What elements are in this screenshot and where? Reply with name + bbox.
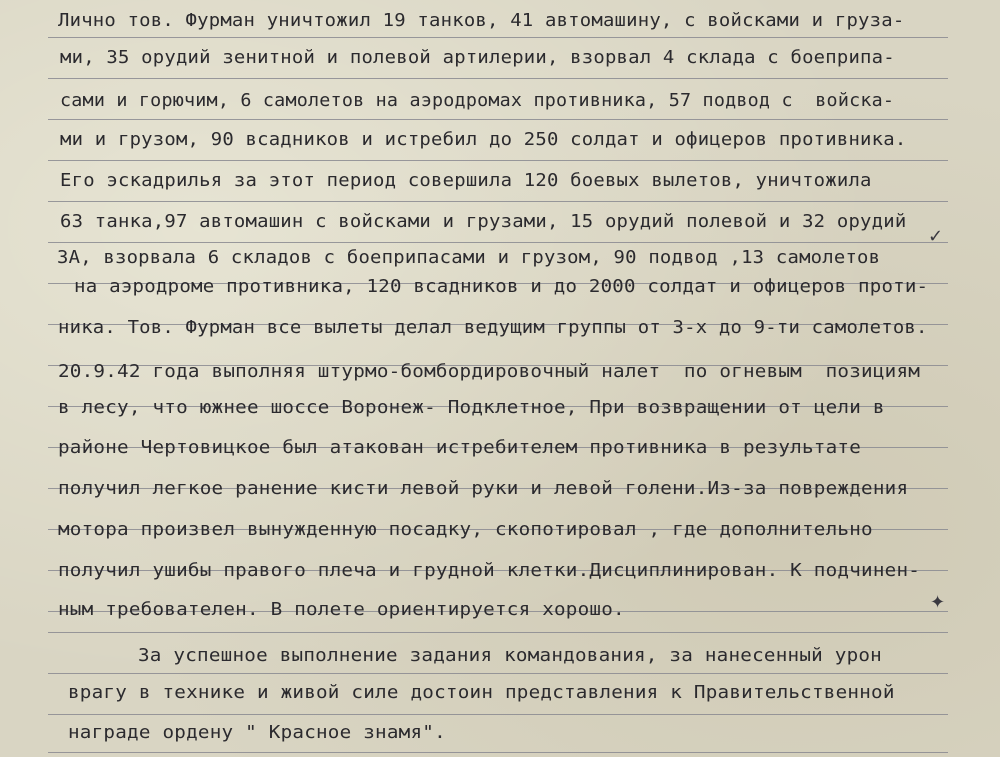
pen-mark: ✓ [928,226,944,247]
text-line-10: 20.9.42 года выполняя штурмо-бомбордировочный налет по огневым позициям [58,362,921,382]
ruled-line [48,632,948,633]
text-line-17: За успешное выполнение задания командования, за нанесенный урон [138,646,883,666]
text-line-12: районе Чертовицкое был атакован истребителем противника в результате [58,438,862,458]
ruled-line [48,673,948,674]
ruled-line [48,37,948,38]
text-line-2: ми, 35 орудий зенитной и полевой артилерии, взорвал 4 склада с боеприпа- [60,48,895,68]
text-line-15: получил ушибы правого плеча и грудной клетки.Дисциплинирован. К подчинен- [58,561,921,581]
text-line-1: Лично тов. Фурман уничтожил 19 танков, 41 автомашину, с войсками и груза- [58,11,905,31]
text-line-5: Его эскадрилья за этот период совершила 120 боевых вылетов, уничтожила [60,171,872,191]
ruled-line [48,160,948,161]
pen-mark: ✦ [930,592,946,613]
text-line-18: врагу в технике и живой силе достоин представления к Правительственной [68,683,895,703]
text-line-7: ЗА, взорвала 6 складов с боеприпасами и грузом, 90 подвод ,13 самолетов [57,248,881,268]
text-line-11: в лесу, что южнее шоссе Воронеж- Подклетное, При возвращении от цели в [58,398,885,418]
text-line-6: 63 танка,97 автомашин с войсками и грузами, 15 орудий полевой и 32 орудий [60,212,907,232]
text-line-13: получил легкое ранение кисти левой руки и левой голени.Из-за повреждения [58,479,909,499]
ruled-line [48,119,948,120]
ruled-line [48,242,948,243]
ruled-line [48,752,948,753]
text-line-3: сами и горючим, 6 самолетов на аэродромах противника, 57 подвод с войска- [60,91,895,111]
ruled-line [48,201,948,202]
text-line-16: ным требователен. В полете ориентируется хорошо. [58,600,625,620]
text-line-4: ми и грузом, 90 всадников и истребил до 250 солдат и офицеров противника. [60,130,907,150]
ruled-line [48,78,948,79]
text-line-19: награде ордену " Красное знамя". [68,723,446,743]
ruled-line [48,714,948,715]
text-line-8: на аэродроме противника, 120 всадников и до 2000 солдат и офицеров проти- [74,277,929,297]
text-line-9: ника. Тов. Фурман все вылеты делал ведущим группы от 3-х до 9-ти самолетов. [58,318,928,338]
text-line-14: мотора произвел вынужденную посадку, скопотировал , где дополнительно [58,520,873,540]
